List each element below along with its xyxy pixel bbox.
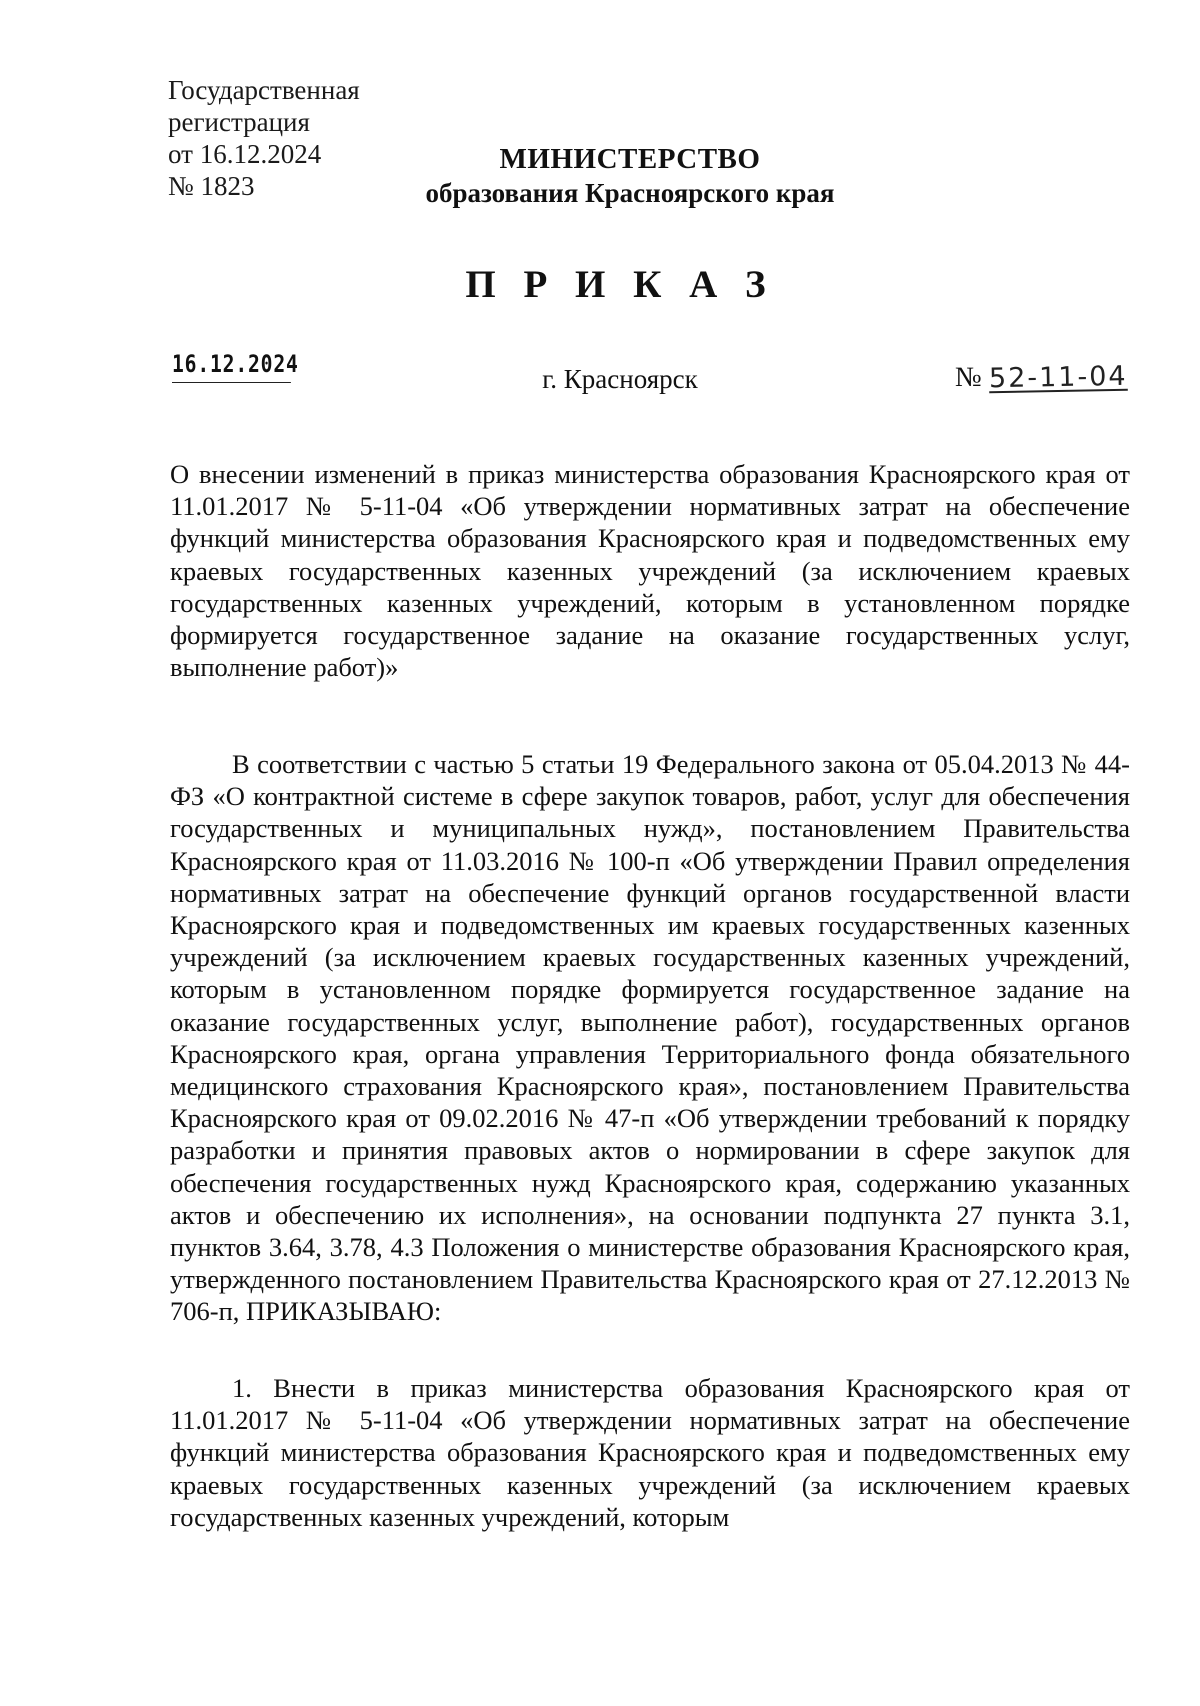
ministry-title: МИНИСТЕРСТВО [499,143,761,175]
order-preamble: В соответствии с частью 5 статьи 19 Федерального закона от 05.04.2013 № 44-ФЗ «О контрактной системе в сфере закупок товаров, работ, услуг для обеспечения государственных и муниципальных нужд», постановлением Правительства Красноярского края от 11.03.2016 № 100-п «Об утверждении Правил определения нормативных затрат на обеспечение функций органов государственной власти Красноярского края и подведомственных им краевых государственных казенных учреждений (за исключением краевых государственных казенных учреждений, которым в установленном порядке формируется государственное задание на оказание государственных услуг, выполнение работ), государственных органов Красноярского края, органа управления Территориального фонда обязательного медицинского страхования Красноярского края», постановлением Правительства Красноярского края от 09.02.2016 № 47-п «Об утверждении требований к порядку разработки и принятия правовых актов о нормировании в сфере закупок для обеспечения государственных нужд Красноярского края, содержанию указанных актов и обеспечению их исполнения», на основании подпункта 27 пункта 3.1, пунктов 3.64, 3.78, 4.3 Положения о министерстве образования Красноярского края, утвержденного постановлением Правительства Красноярского края от 27.12.2013 № 706-п, ПРИКАЗЫВАЮ: [170,749,1130,1327]
ministry-subtitle: образования Красноярского края [425,178,835,208]
registration-number: № 1823 [168,171,255,201]
registration-line: регистрация [168,107,310,137]
registration-line: Государственная [168,75,360,105]
registration-block [168,74,360,202]
ministry-header [400,142,860,210]
order-date-stamp: 16.12.2024 [172,350,291,383]
order-number-handwritten: 52-11-04 [988,360,1128,395]
order-number-prefix: № [955,362,982,393]
order-number [955,362,1127,394]
order-subject: О внесении изменений в приказ министерства образования Красноярского края от 11.01.2017 № 5-11-04 «Об утверждении нормативных затрат на обеспечение функций министерства образования Красноярского края и подведомственных ему краевых государственных казенных учреждений (за исключением краевых государственных казенных учреждений, которым в установленном порядке формируется государственное задание на оказание государственных услуг, выполнение работ)» [170,459,1130,683]
order-item-1: 1. Внести в приказ министерства образования Красноярского края от 11.01.2017 № 5-11-04 «Об утверждении нормативных затрат на обеспечение функций министерства образования Красноярского края и подведомственных ему краевых государственных казенных учреждений (за исключением краевых государственных казенных учреждений, которым [170,1373,1130,1532]
order-city: г. Красноярск [542,364,698,394]
registration-date: от 16.12.2024 [168,139,322,169]
order-title: П Р И К А З [465,263,775,306]
